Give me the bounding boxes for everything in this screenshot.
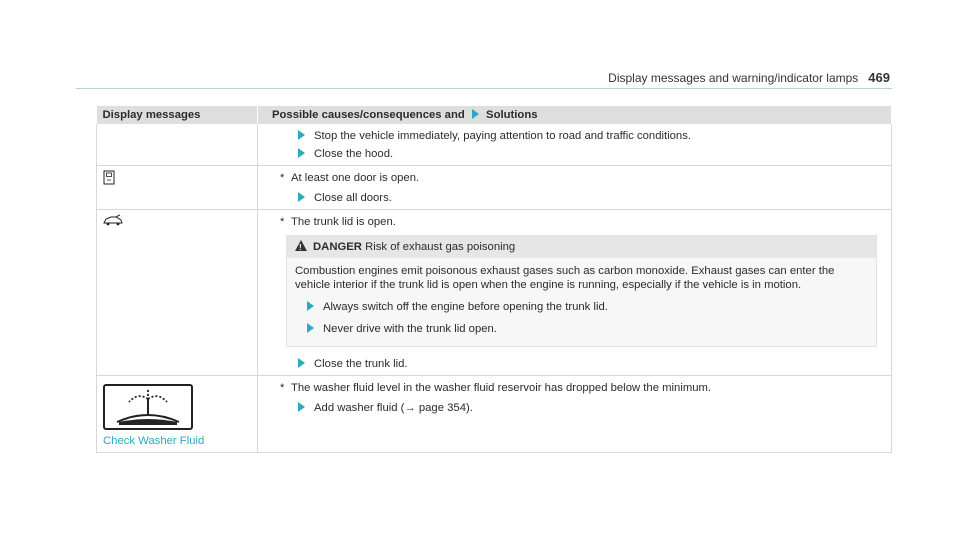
table-row	[97, 124, 892, 166]
message-cell	[97, 166, 258, 210]
page-header	[608, 70, 890, 85]
arrow-right-icon	[298, 402, 305, 412]
door-open-icon	[103, 170, 115, 185]
header-rule	[76, 88, 892, 89]
check-washer-fluid-label: Check Washer Fluid	[103, 435, 205, 447]
arrow-right-icon	[298, 148, 305, 158]
danger-text: Combustion engines emit poisonous exhaust gases such as carbon monoxide. Exhaust gases can enter the vehicle interior if the trunk lid is open when the engine is running, especially if the vehicle is in motion.	[295, 265, 835, 291]
arrow-right-icon	[472, 109, 479, 119]
cause-text	[264, 215, 885, 229]
cause-marker: *	[280, 216, 285, 228]
cause-text-content: At least one door is open.	[291, 172, 420, 184]
cause-text-content: The trunk lid is open.	[291, 216, 396, 228]
table-row	[97, 166, 892, 210]
solution-cell	[258, 124, 892, 166]
solution-step-text: Close the hood.	[314, 148, 394, 160]
table-row	[97, 210, 892, 376]
cause-marker: *	[280, 172, 285, 184]
solution-step-text: Close all doors.	[314, 192, 392, 204]
cause-text	[264, 381, 885, 395]
danger-body	[287, 258, 876, 346]
arrow-right-icon	[298, 192, 305, 202]
solution-step-text: Close the trunk lid.	[314, 358, 408, 370]
danger-subtitle: Risk of exhaust gas poisoning	[365, 241, 516, 253]
solution-step-text: Stop the vehicle immediately, paying attention to road and traffic conditions.	[314, 130, 691, 142]
arrow-right-icon	[298, 358, 305, 368]
message-cell	[97, 124, 258, 166]
solution-step-text: Add washer fluid (→ page 354).	[314, 402, 473, 414]
cause-text-content: The washer fluid level in the washer fluid reservoir has dropped below the minimum.	[291, 382, 712, 394]
solution-step	[264, 147, 885, 161]
danger-box	[286, 235, 877, 347]
table-header-row	[97, 106, 892, 124]
cause-text	[264, 171, 885, 185]
danger-step-text: Always switch off the engine before opening the trunk lid.	[323, 301, 608, 313]
column-header-causes	[258, 106, 892, 124]
solution-step	[264, 129, 885, 143]
solution-cell	[258, 376, 892, 453]
solution-cell	[258, 210, 892, 376]
solution-step	[264, 401, 885, 415]
page-number: 469	[868, 70, 890, 85]
danger-step	[295, 300, 868, 314]
page-header-title: Display messages and warning/indicator lamps	[608, 71, 859, 85]
washer-fluid-icon	[103, 384, 193, 430]
arrow-right-icon	[298, 130, 305, 140]
solution-step	[264, 357, 885, 371]
cause-marker: *	[280, 382, 285, 394]
display-messages-table	[96, 106, 892, 453]
message-cell	[97, 376, 258, 453]
arrow-right-icon	[307, 323, 314, 333]
danger-title: DANGER	[313, 241, 362, 253]
danger-step-text: Never drive with the trunk lid open.	[323, 323, 497, 335]
column-header-solutions-text: Solutions	[486, 109, 538, 121]
trunk-open-icon	[103, 214, 123, 226]
message-cell	[97, 210, 258, 376]
table-row	[97, 376, 892, 453]
solution-cell	[258, 166, 892, 210]
warning-triangle-icon	[295, 240, 307, 251]
danger-header	[287, 236, 876, 258]
solution-step	[264, 191, 885, 205]
danger-step	[295, 322, 868, 336]
arrow-right-icon	[307, 301, 314, 311]
column-header-display-messages: Display messages	[97, 106, 258, 124]
column-header-causes-text: Possible causes/consequences and	[272, 109, 465, 121]
